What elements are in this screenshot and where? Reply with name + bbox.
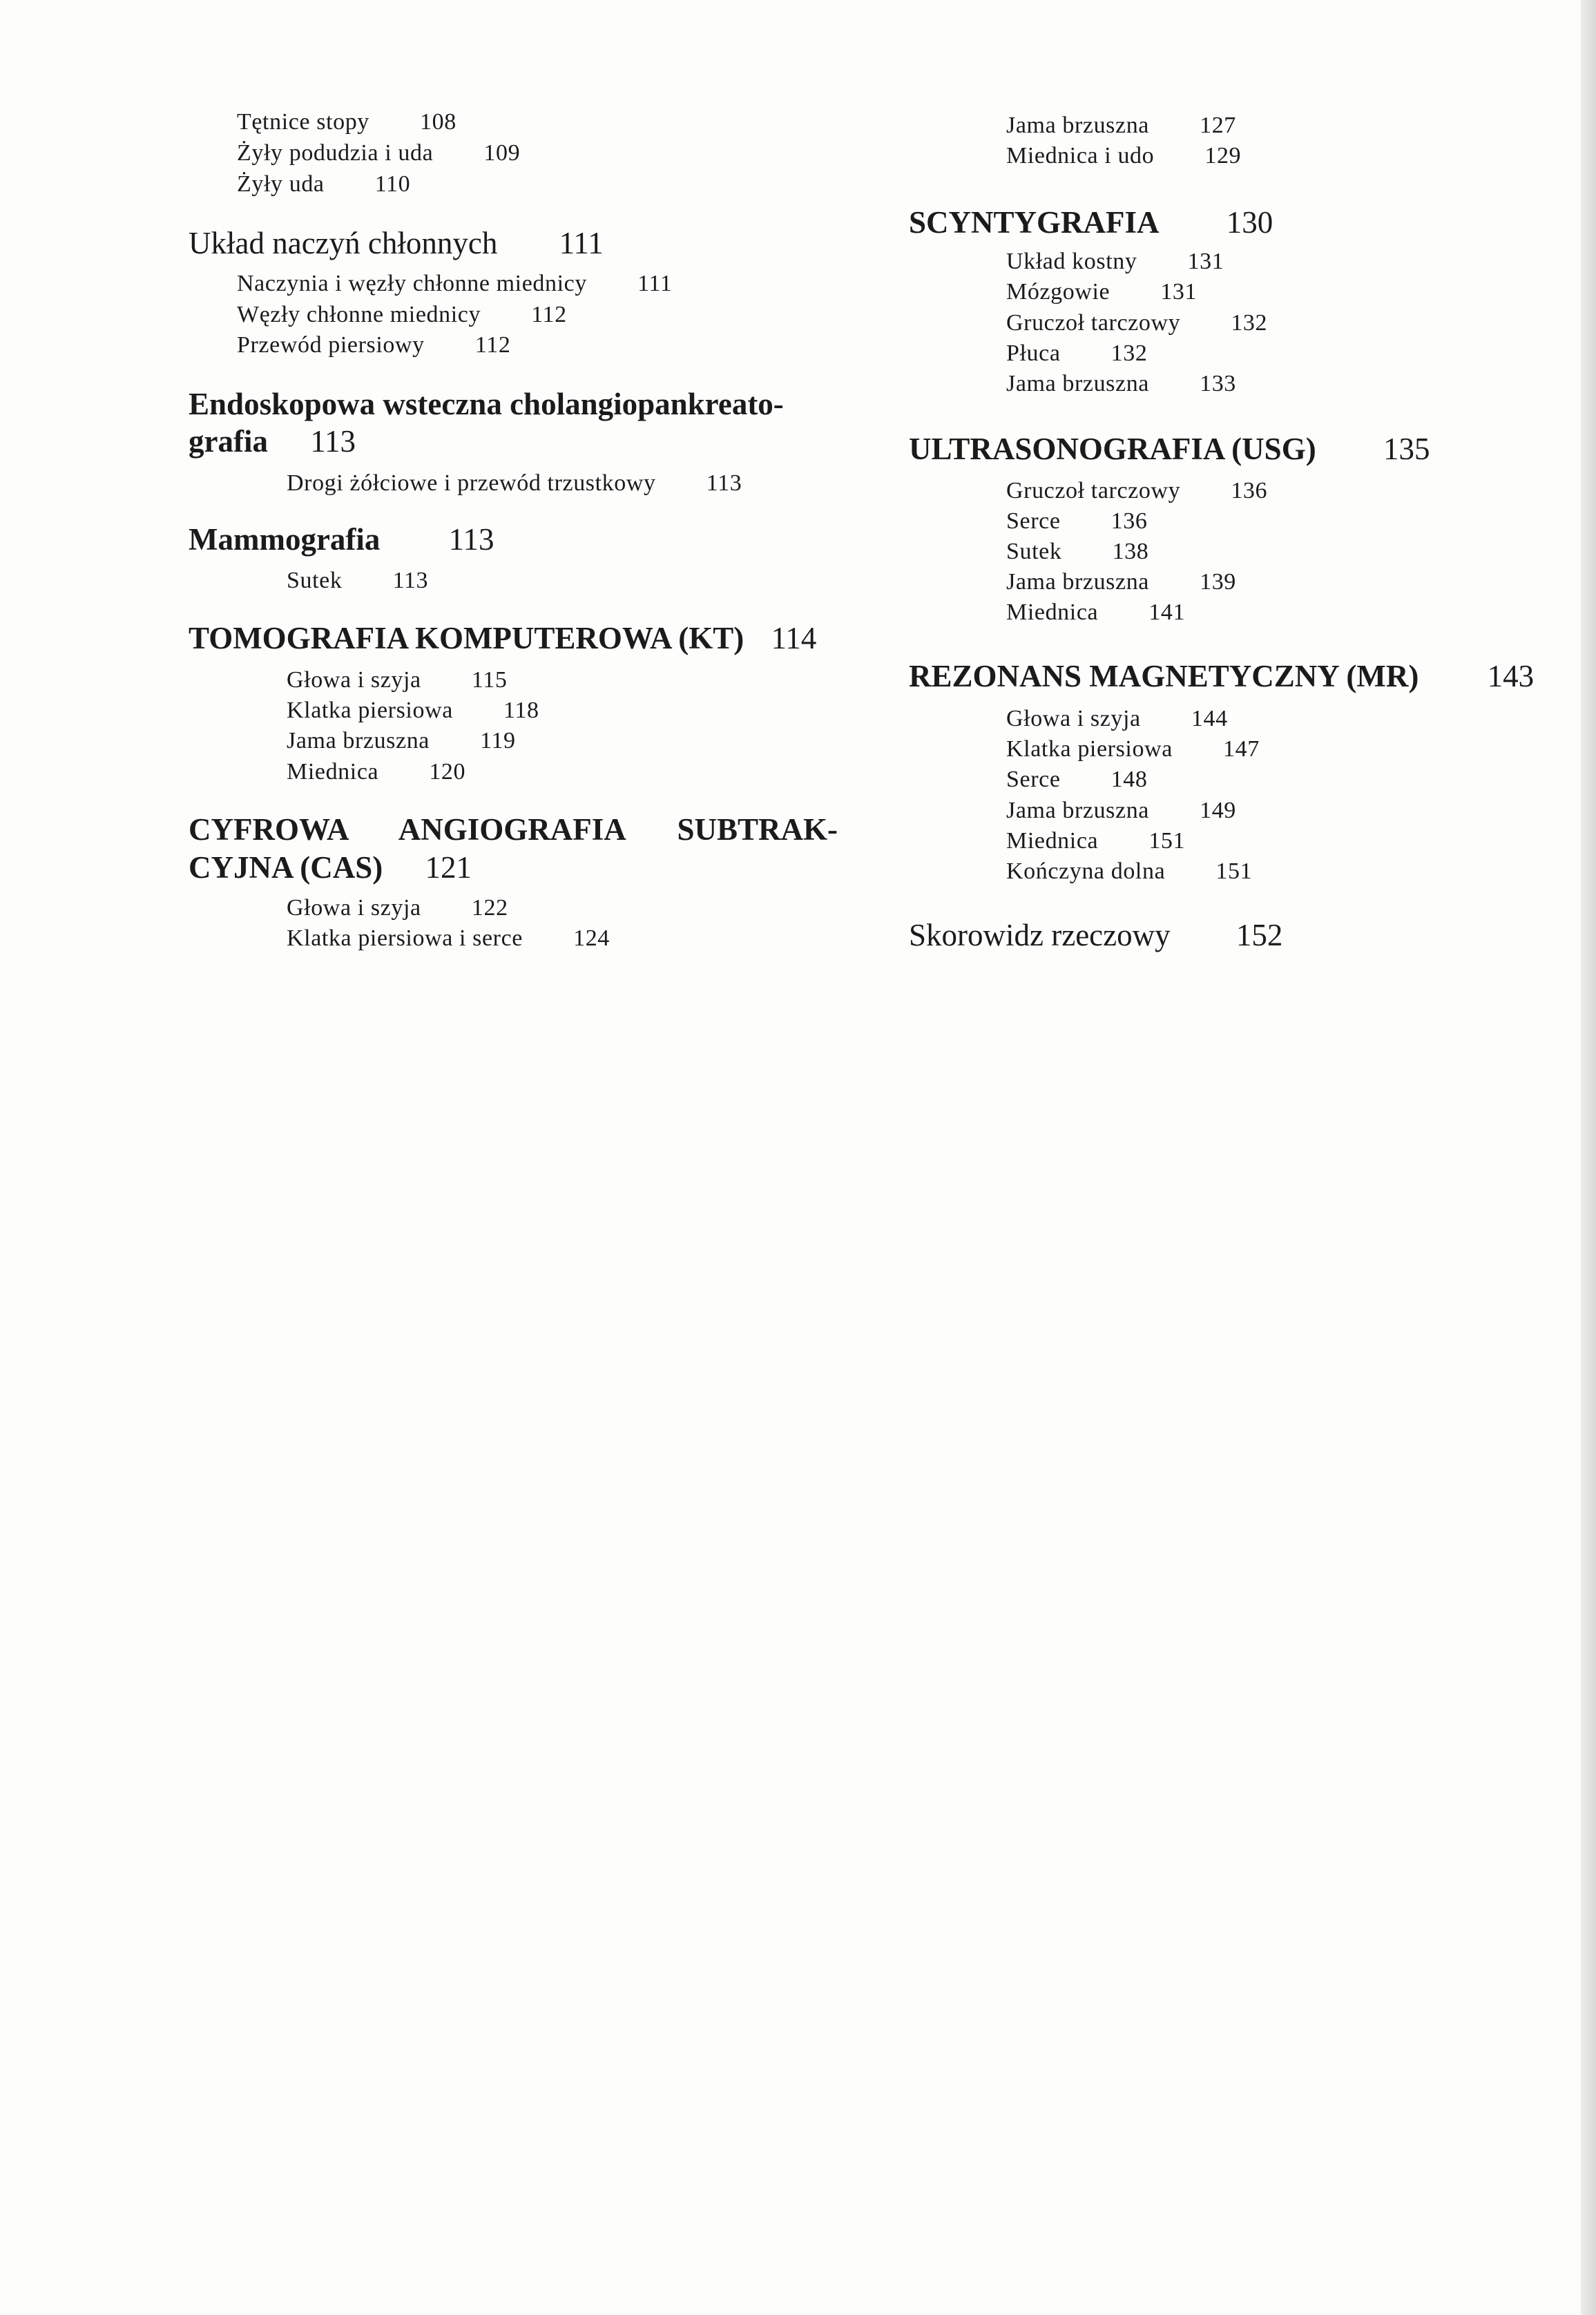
- page-edge: [1581, 0, 1596, 2315]
- toc-entry-page: 113: [392, 568, 429, 593]
- toc-entry-title: Klatka piersiowa i serce: [287, 925, 523, 951]
- toc-entry-page: 133: [1200, 371, 1236, 396]
- toc-section: [909, 658, 1534, 694]
- toc-section: [189, 521, 494, 557]
- toc-entry: [237, 332, 510, 358]
- toc-entry-title: Tętnice stopy: [237, 109, 369, 135]
- toc-entry-title: Sutek: [287, 568, 343, 593]
- toc-entry-title: Gruczoł tarczowy: [1006, 310, 1181, 336]
- toc-entry: [1006, 508, 1147, 535]
- toc-entry-title: Mózgowie: [1006, 279, 1111, 305]
- toc-entry: [1006, 828, 1185, 854]
- toc-entry-page: 109: [483, 140, 521, 166]
- toc-entry: [287, 728, 516, 754]
- toc-entry-title: Głowa i szyja: [1006, 706, 1141, 731]
- toc-entry: [237, 171, 410, 198]
- toc-entry-page: 141: [1148, 599, 1186, 625]
- toc-section: [189, 225, 604, 261]
- toc-section-heading-line1: Endoskopowa wsteczna cholangiopankreato-: [189, 387, 784, 421]
- toc-entry: [1006, 340, 1147, 367]
- toc-entry: [1006, 569, 1236, 595]
- toc-entry-title: Żyły uda: [237, 171, 325, 197]
- toc-entry: [287, 895, 508, 921]
- toc-entry-title: Gruczoł tarczowy: [1006, 478, 1181, 503]
- toc-section: [909, 204, 1273, 240]
- toc-section-heading-line2: grafia: [189, 424, 268, 459]
- toc-entry-page: 119: [480, 728, 516, 753]
- toc-entry: [1006, 706, 1228, 732]
- toc-entry: [287, 470, 742, 497]
- toc-section-page: 111: [559, 226, 604, 260]
- toc-entry-page: 127: [1200, 113, 1236, 138]
- toc-entry: [1006, 736, 1260, 762]
- toc-entry: [237, 271, 672, 297]
- toc-entry-page: 138: [1112, 539, 1149, 564]
- toc-section-title: REZONANS MAGNETYCZNY (MR): [909, 659, 1419, 693]
- toc-entry-title: Jama brzuszna: [1006, 371, 1149, 396]
- toc-entry: [237, 140, 520, 166]
- toc-entry-page: 110: [374, 171, 411, 197]
- toc-entry-page: 144: [1191, 706, 1228, 731]
- toc-entry-title: Głowa i szyja: [287, 895, 421, 921]
- toc-entry-title: Miednica: [1006, 599, 1099, 625]
- toc-entry-page: 131: [1160, 279, 1198, 305]
- toc-entry-page: 111: [637, 271, 673, 296]
- toc-entry: [1006, 310, 1267, 336]
- toc-entry-title: Węzły chłonne miednicy: [237, 302, 481, 327]
- toc-section-page: 135: [1383, 432, 1430, 466]
- toc-entry: [287, 568, 428, 594]
- toc-entry-page: 113: [706, 470, 742, 496]
- toc-entry-title: Miednica i udo: [1006, 143, 1155, 169]
- toc-entry-page: 136: [1111, 508, 1148, 534]
- toc-entry-page: 120: [429, 759, 466, 785]
- toc-entry-title: Drogi żółciowe i przewód trzustkowy: [287, 470, 656, 496]
- toc-section-page: 113: [310, 424, 356, 459]
- toc-entry-page: 124: [573, 925, 610, 951]
- toc-section-title: Mammografia: [189, 522, 381, 557]
- toc-section-page: 130: [1226, 205, 1273, 240]
- toc-section: [189, 620, 816, 656]
- toc-section: [189, 849, 472, 885]
- toc-entry-title: Płuca: [1006, 340, 1061, 366]
- toc-section-heading-line2: CYJNA (CAS): [189, 850, 383, 885]
- toc-entry: [287, 667, 507, 693]
- toc-entry: [1006, 858, 1252, 885]
- toc-entry-title: Serce: [1006, 767, 1061, 792]
- toc-entry: [1006, 143, 1241, 169]
- toc-entry-title: Żyły podudzia i uda: [237, 140, 434, 166]
- toc-entry: [287, 759, 465, 785]
- toc-section-page: 143: [1487, 659, 1535, 693]
- toc-entry-page: 129: [1204, 143, 1242, 169]
- toc-entry-title: Serce: [1006, 508, 1061, 534]
- toc-section-title: TOMOGRAFIA KOMPUTEROWA (KT): [189, 621, 744, 655]
- toc-entry: [1006, 539, 1148, 565]
- toc-entry-page: 147: [1223, 736, 1260, 762]
- toc-entry-title: Miednica: [287, 759, 379, 785]
- toc-section-title: ULTRASONOGRAFIA (USG): [909, 432, 1316, 466]
- toc-entry-page: 131: [1187, 249, 1224, 274]
- toc-entry-page: 136: [1231, 478, 1268, 503]
- toc-entry-title: Jama brzuszna: [1006, 113, 1149, 138]
- toc-entry-title: Klatka piersiowa: [1006, 736, 1173, 762]
- toc-entry: [287, 698, 539, 724]
- toc-section: [909, 917, 1282, 953]
- toc-entry-page: 118: [503, 698, 539, 723]
- toc-entry-page: 139: [1200, 569, 1236, 595]
- toc-entry-page: 151: [1148, 828, 1186, 854]
- toc-section: [189, 423, 356, 459]
- toc-entry-page: 151: [1215, 858, 1253, 884]
- toc-entry-title: Przewód piersiowy: [237, 332, 425, 358]
- toc-section-heading-line1: CYFROWA ANGIOGRAFIA SUBTRAK-: [189, 812, 838, 847]
- toc-entry-title: Jama brzuszna: [1006, 798, 1149, 823]
- toc-entry: [287, 925, 610, 952]
- toc-entry: [237, 302, 567, 328]
- toc-section-title: Układ naczyń chłonnych: [189, 226, 498, 260]
- toc-entry-page: 132: [1111, 340, 1148, 366]
- toc-entry: [1006, 599, 1185, 626]
- toc-entry: [1006, 767, 1147, 793]
- toc-section: [909, 431, 1430, 467]
- toc-entry-title: Głowa i szyja: [287, 667, 421, 693]
- toc-entry: [1006, 279, 1197, 305]
- toc-entry-page: 132: [1231, 310, 1268, 336]
- toc-entry: [1006, 249, 1224, 275]
- toc-entry: [1006, 478, 1267, 504]
- toc-entry: [1006, 798, 1236, 824]
- toc-section-page: 114: [771, 621, 817, 655]
- toc-section-title: Skorowidz rzeczowy: [909, 918, 1171, 952]
- toc-entry-title: Naczynia i węzły chłonne miednicy: [237, 271, 587, 296]
- toc-entry-title: Jama brzuszna: [1006, 569, 1149, 595]
- toc-entry-page: 149: [1200, 798, 1236, 823]
- toc-section-page: 121: [425, 850, 472, 885]
- toc-entry-page: 112: [474, 332, 511, 358]
- toc-section-page: 113: [448, 522, 494, 557]
- toc-entry-title: Klatka piersiowa: [287, 698, 453, 723]
- toc-entry-title: Sutek: [1006, 539, 1062, 564]
- toc-section-title: SCYNTYGRAFIA: [909, 205, 1160, 240]
- toc-entry-page: 112: [531, 302, 567, 327]
- toc-entry: [1006, 113, 1236, 139]
- toc-entry-page: 122: [471, 895, 508, 921]
- toc-entry-title: Kończyna dolna: [1006, 858, 1166, 884]
- toc-entry-page: 108: [420, 109, 456, 135]
- toc-entry-page: 115: [471, 667, 508, 693]
- toc-section-page: 152: [1236, 918, 1283, 952]
- toc-entry-page: 148: [1111, 767, 1148, 792]
- toc-entry-title: Układ kostny: [1006, 249, 1137, 274]
- toc-entry: [237, 109, 456, 135]
- toc-entry-title: Miednica: [1006, 828, 1099, 854]
- toc-entry-title: Jama brzuszna: [287, 728, 430, 753]
- toc-entry: [1006, 371, 1236, 397]
